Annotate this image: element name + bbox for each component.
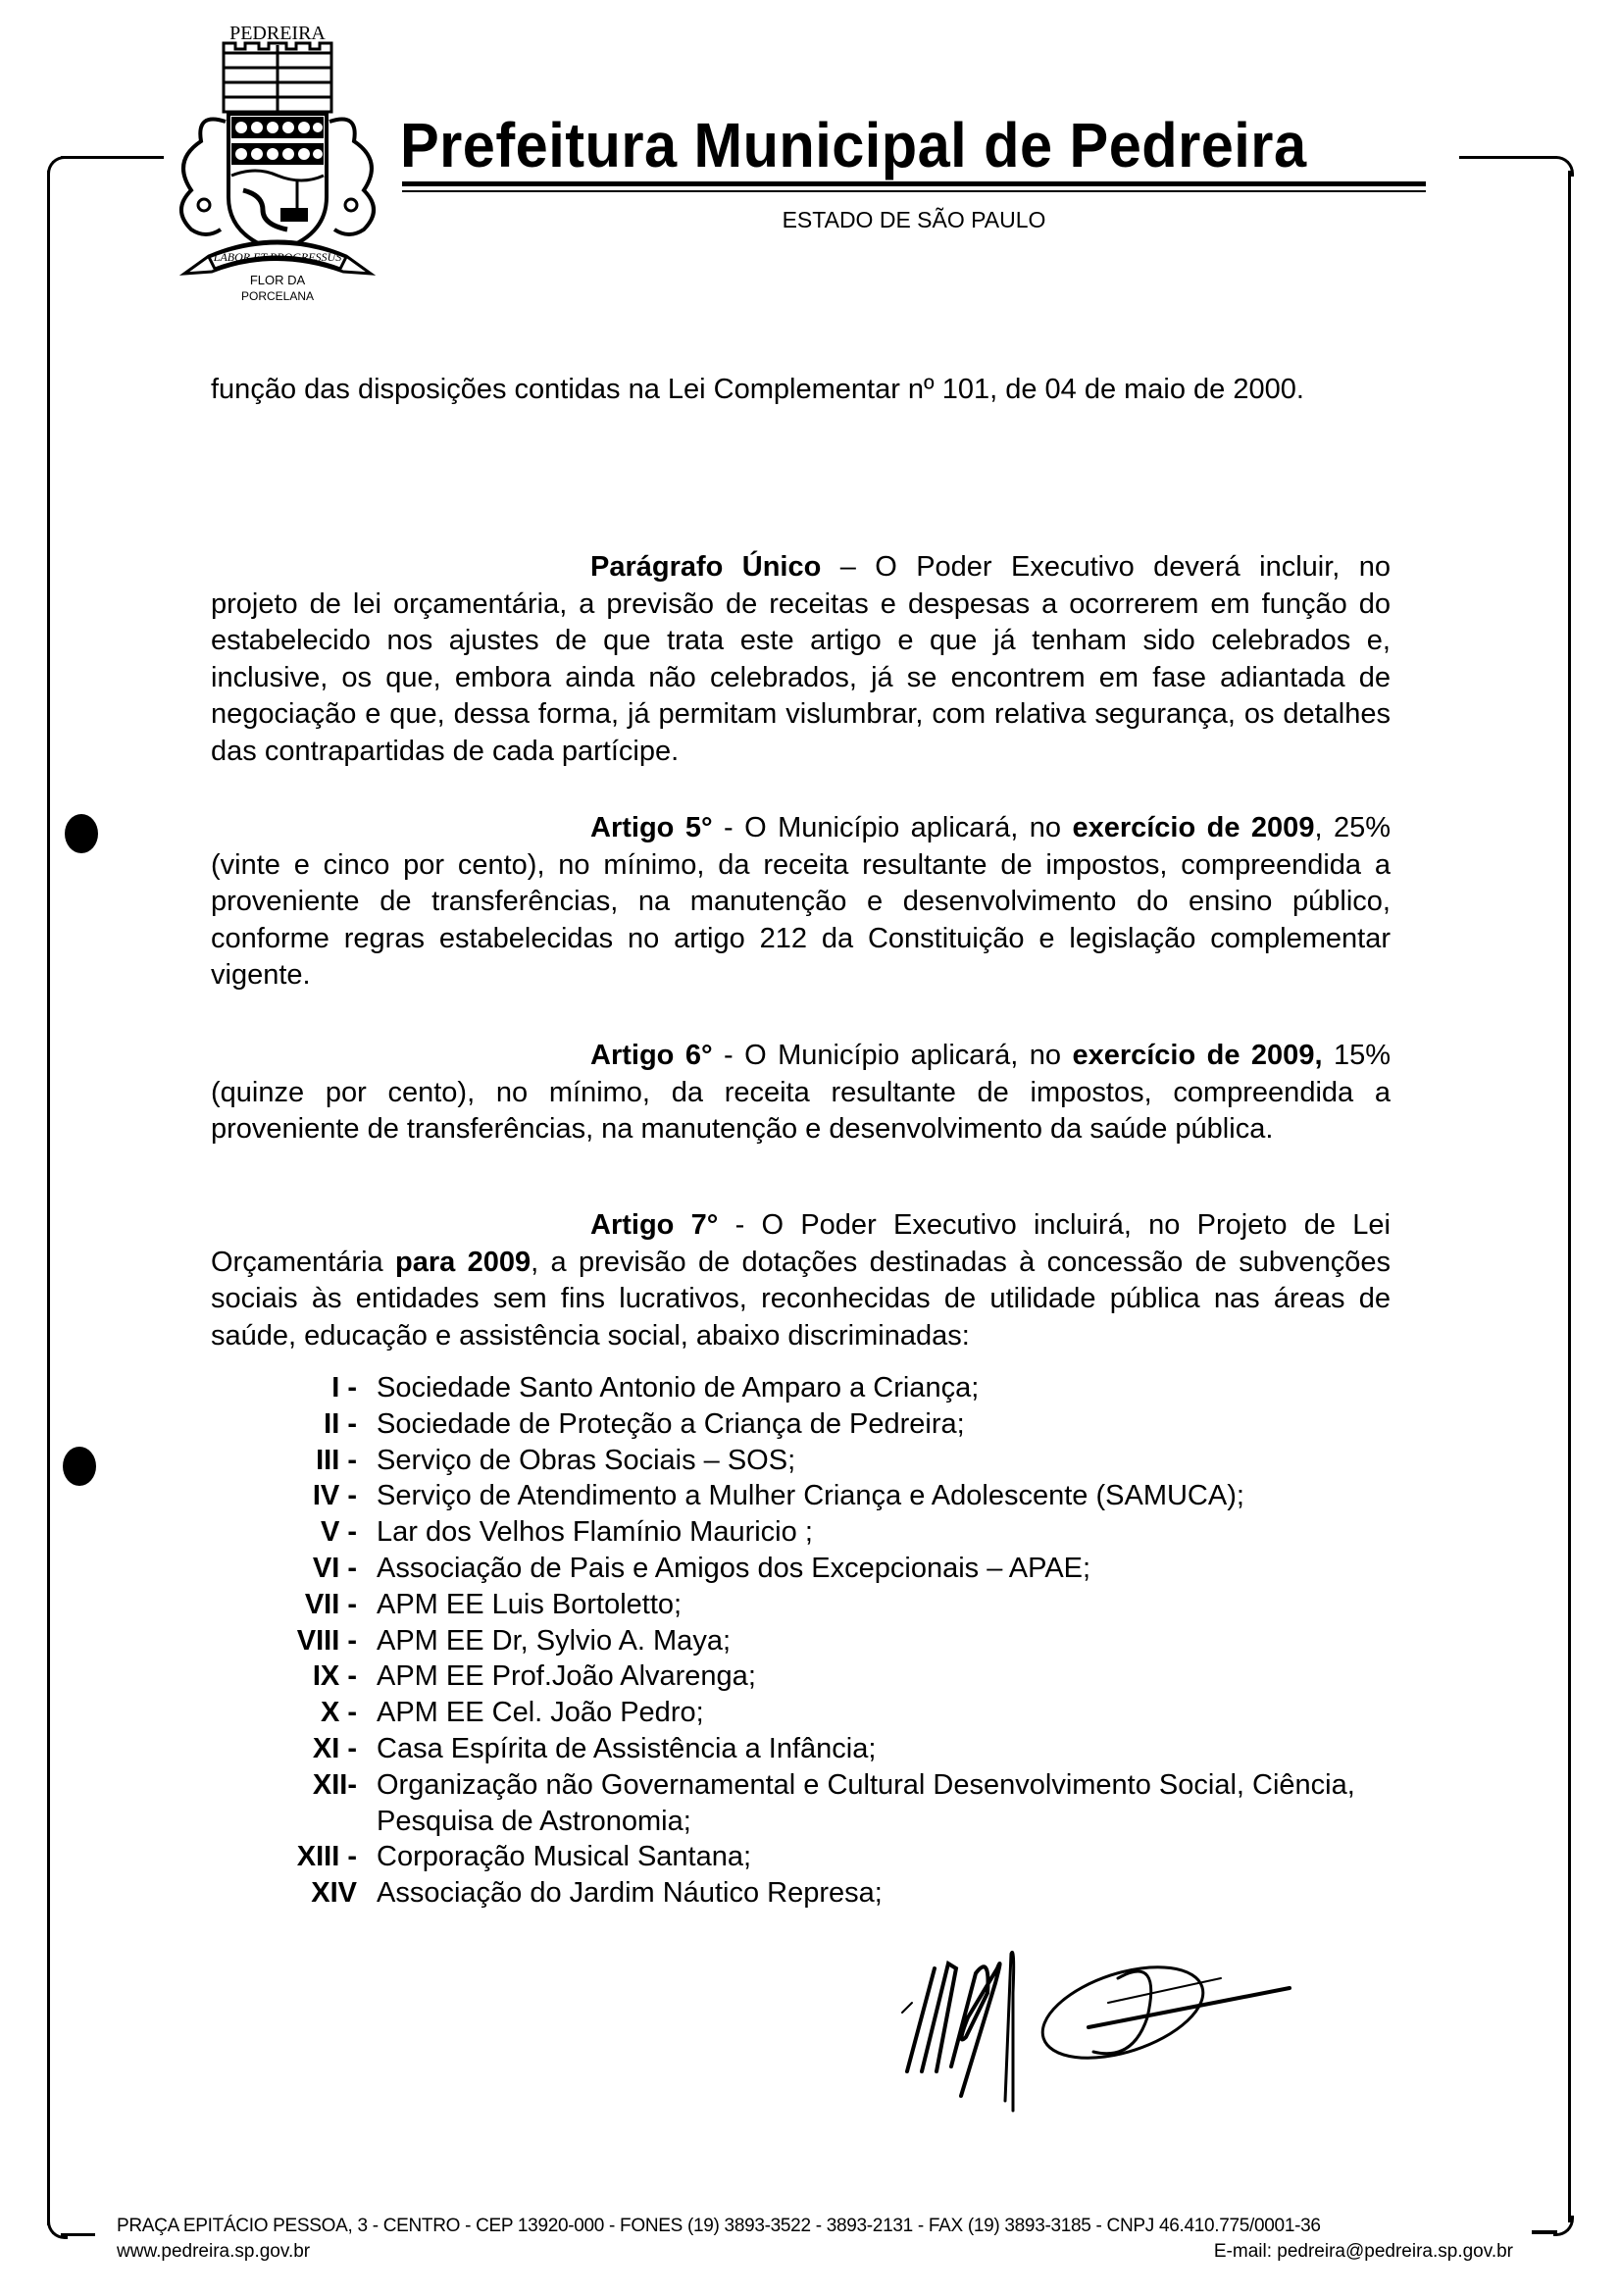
frame-top-right-segment (1459, 156, 1557, 159)
item-text: APM EE Luis Bortoletto; (377, 1588, 683, 1620)
artigo-5 (211, 810, 1391, 995)
artigo-5-text-c: , 25% (vinte e cinco por cento), no mínimo, da receita resultante de impostos, compreendida a proveniente de transferências, na manutenção e desenvolvimento do ensino público, conforme regras estabelecidas no artigo 212 da Constituição e legislação complementar vigente. (211, 812, 1391, 992)
page-subtitle: ESTADO DE SÃO PAULO (782, 207, 1046, 232)
frame-bottom-right-segment (1532, 2230, 1557, 2234)
footer-email-link[interactable]: E-mail: pedreira@pedreira.sp.gov.br (1213, 2241, 1513, 2262)
list-item (265, 1695, 1422, 1731)
item-number: IX - (312, 1660, 357, 1693)
entities-list (265, 1370, 1422, 1912)
item-number: XIII - (296, 1841, 357, 1873)
item-number: VIII - (296, 1624, 357, 1657)
artigo-7-text-c: , a previsão de dotações destinadas à concessão de subvenções sociais às entidades sem fins lucrativos, reconhecidas de utilidade pública nas áreas de saúde, educação e assistência social, abaixo discriminadas: (211, 1246, 1391, 1352)
item-number: VII - (304, 1588, 357, 1620)
frame-right-edge (1568, 171, 1571, 2222)
list-item (265, 1406, 1422, 1443)
item-number: V - (320, 1516, 357, 1549)
item-text: Associação de Pais e Amigos dos Excepcionais – APAE; (377, 1552, 1091, 1584)
item-text: Lar dos Velhos Flamínio Mauricio ; (377, 1516, 813, 1549)
item-number: II - (324, 1407, 357, 1440)
punch-hole-top (65, 814, 98, 853)
logo-caption-2: PORCELANA (240, 289, 315, 303)
artigo-6-text-c: 15% (quinze por cento), no mínimo, da receita resultante de impostos, compreendida a proveniente de transferências, na manutenção e desenvolvimento da saúde pública. (211, 1040, 1391, 1146)
artigo-7-label: Artigo 7° (590, 1209, 719, 1241)
list-item (265, 1875, 1422, 1912)
list-item (265, 1839, 1422, 1875)
footer-website-link[interactable]: www.pedreira.sp.gov.br (117, 2241, 311, 2262)
item-text: Associação do Jardim Náutico Represa; (377, 1877, 883, 1910)
item-number: XIV (311, 1877, 357, 1910)
frame-corner-top-left (47, 156, 68, 177)
artigo-7 (211, 1207, 1391, 1354)
list-item (265, 1370, 1422, 1406)
paragrafo-unico-label: Parágrafo Único (590, 551, 822, 583)
artigo-5-bold: exercício de 2009 (1072, 812, 1315, 843)
handwritten-signature-icon (897, 1934, 1334, 2125)
artigo-6-label: Artigo 6° (590, 1040, 713, 1071)
item-text: APM EE Dr, Sylvio A. Maya; (377, 1624, 731, 1657)
artigo-6 (211, 1038, 1391, 1148)
title-underline-thin (402, 190, 1426, 192)
item-text: Organização não Governamental e Cultural Desenvolvimento Social, Ciência, Pesquisa de Astronomia; (377, 1768, 1355, 1837)
frame-left-edge (47, 171, 50, 2225)
item-number: VI - (312, 1552, 357, 1584)
punch-hole-bottom (63, 1447, 96, 1486)
artigo-7-bold: para 2009 (395, 1246, 532, 1278)
item-text: Corporação Musical Santana; (377, 1841, 752, 1873)
frame-bottom-left-segment (61, 2233, 95, 2236)
artigo-6-bold: exercício de 2009, (1072, 1040, 1323, 1071)
item-text: Serviço de Atendimento a Mulher Criança e Adolescente (SAMUCA); (377, 1480, 1244, 1512)
item-number: X - (320, 1697, 357, 1729)
item-number: IV - (312, 1480, 357, 1512)
page-title: Prefeitura Municipal de Pedreira (400, 110, 1307, 180)
intro-text: função das disposições contidas na Lei Complementar nº 101, de 04 de maio de 2000. (211, 374, 1304, 405)
paragrafo-unico (211, 549, 1391, 771)
coat-of-arms-icon (175, 14, 380, 303)
list-item (265, 1658, 1422, 1695)
list-item (265, 1587, 1422, 1623)
list-item (265, 1478, 1422, 1514)
item-text: Sociedade de Proteção a Criança de Pedreira; (377, 1407, 965, 1440)
list-item (265, 1731, 1422, 1767)
item-number: XI - (312, 1732, 357, 1764)
item-text: APM EE Prof.João Alvarenga; (377, 1660, 756, 1693)
logo-top-text: PEDREIRA (229, 23, 326, 44)
logo-motto: LABOR ET PROGRESSUS (213, 250, 342, 264)
title-underline-thick (402, 181, 1426, 186)
item-number: I - (331, 1372, 357, 1403)
artigo-7-text-a: - O Poder Executivo incluirá, no Projeto de Lei Orçamentária (211, 1209, 1391, 1278)
list-item (265, 1767, 1422, 1840)
item-number: III - (316, 1444, 357, 1476)
item-text: Serviço de Obras Sociais – SOS; (377, 1444, 796, 1476)
intro-paragraph (211, 372, 1391, 409)
item-text: Sociedade Santo Antonio de Amparo a Criança; (377, 1372, 980, 1403)
footer-address: PRAÇA EPITÁCIO PESSOA, 3 - CENTRO - CEP 13920-000 - FONES (19) 3893-3522 - 3893-2131 - FAX (19) 3893-3185 - CNPJ 46.410.775/0001-36 (117, 2216, 1321, 2236)
item-text: Casa Espírita de Assistência a Infância; (377, 1732, 877, 1764)
frame-top-left-segment (61, 156, 164, 159)
artigo-6-text-a: - O Município aplicará, no (712, 1040, 1073, 1071)
list-item (265, 1514, 1422, 1551)
paragrafo-unico-text: – O Poder Executivo deverá incluir, no projeto de lei orçamentária, a previsão de receitas e despesas a ocorrerem em função do estabelecido nos ajustes de que trata este artigo e que já tenham sido celebrados e, inclusive, os que, embora ainda não celebrados, já se encontrem em fase adiantada de negociação e que, dessa forma, já permitam vislumbrar, com relativa segurança, os detalhes das contrapartidas de cada partícipe. (211, 551, 1392, 767)
list-item (265, 1623, 1422, 1659)
list-item (265, 1551, 1422, 1587)
item-text: APM EE Cel. João Pedro; (377, 1697, 704, 1729)
item-number: XII- (312, 1768, 357, 1801)
artigo-5-text-a: - O Município aplicará, no (712, 812, 1073, 843)
logo-caption-1: FLOR DA (249, 273, 306, 287)
list-item (265, 1443, 1422, 1479)
artigo-5-label: Artigo 5° (590, 812, 713, 843)
